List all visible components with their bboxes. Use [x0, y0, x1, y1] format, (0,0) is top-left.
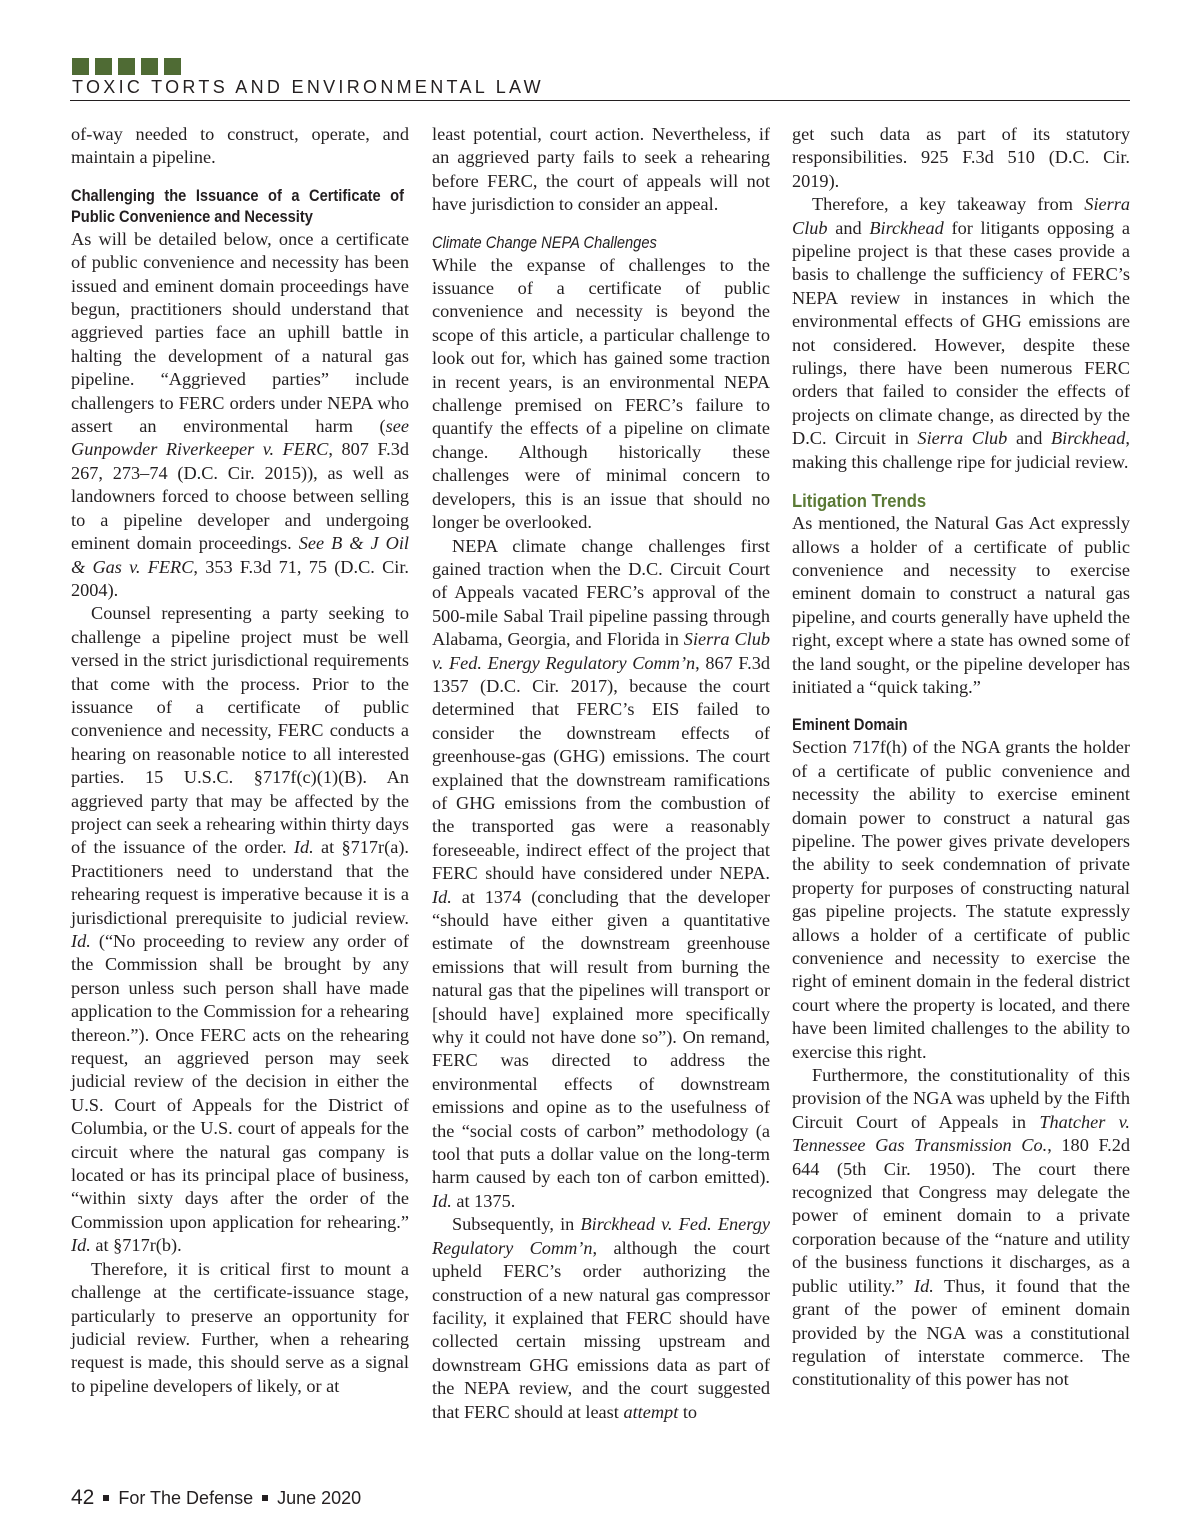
paragraph: least potential, court action. Nevertheless, if an aggrieved party fails to seek a rehearing before FERC, the court of appeals will not have jurisdiction to consider an appeal. [432, 124, 770, 215]
running-head: TOXIC TORTS AND ENVIRONMENTAL LAW [72, 77, 544, 97]
ornament-square [164, 58, 181, 75]
header-rule [70, 100, 1130, 101]
issue-date: June 2020 [277, 1488, 362, 1508]
paragraph: As will be detailed below, once a certificate of public convenience and necessity has been issued and eminent domain proceedings have begun, practitioners should understand that aggrieved parties face an uphill battle in halting the development of a natural gas pipeline. “Aggrieved parties” include challengers to FERC orders under NEPA who assert an environmental harm (see Gunpowder Riverkeeper v. FERC, 807 F.3d 267, 273–74 (D.C. Cir. 2015)), as well as landowners forced to choose between selling to a pipeline developer and undergoing eminent domain proceedings. See B & J Oil & Gas v. FERC, 353 F.3d 71, 75 (D.C. Cir. 2004). [71, 228, 410, 600]
section-heading: Litigation Trends [792, 490, 927, 512]
page-number: 42 [71, 1486, 95, 1509]
footer-separator [103, 1495, 109, 1501]
page-footer [71, 1486, 361, 1510]
subsection-heading: Eminent Domain [792, 716, 908, 735]
column-3 [792, 123, 1130, 1392]
section-heading: Challenging the Issuance of a Certificate of Public Convenience and Necessity [71, 186, 404, 226]
paragraph: Subsequently, in Birckhead v. Fed. Energy Regulatory Comm’n, although the court upheld FERC’s order authorizing the construction of a new natural gas compressor facility, it explained that FERC should have collected certain missing upstream and downstream GHG emissions data as part of the NEPA review, and the court suggested that FERC should at least attempt to [432, 1214, 770, 1422]
paragraph: Therefore, it is critical first to mount a challenge at the certificate-issuance stage, particularly to preserve an opportunity for judicial review. Further, when a rehearing request is made, this should serve as a signal to pipeline developers of likely, or at [71, 1258, 409, 1396]
publication-name: For The Defense [118, 1488, 254, 1508]
column-2 [432, 123, 770, 1424]
subsection-heading: Climate Change NEPA Challenges [432, 233, 657, 252]
paragraph: While the expanse of challenges to the issuance of a certificate of public convenience and necessity is beyond the scope of this article, a particular challenge to look out for, which has gained some traction in recent years, is an environmental NEPA challenge premised on FERC’s failure to quantify the effects of a pipeline on climate change. Although historically these challenges were of minimal concern to developers, this is an issue that should no longer be overlooked. [432, 254, 770, 533]
paragraph: of-way needed to construct, operate, and maintain a pipeline. [71, 124, 409, 168]
paragraph: Counsel representing a party seeking to challenge a pipeline project must be well versed in the strict jurisdictional requirements that come with the process. Prior to the issuance of a certificate of public convenience and necessity, FERC conducts a hearing on reasonable notice to all interested parties. 15 U.S.C. §717f(c)(1)(B). An aggrieved party that may be affected by the project can seek a rehearing within thirty days of the issuance of the order. Id. at §717r(a). Practitioners need to understand that the rehearing request is imperative because it is a jurisdictional prerequisite to judicial review. Id. (“No proceeding to review any order of the Commission shall be brought by any person unless such person shall have made application to the Commission for a rehearing thereon.”). Once FERC acts on the rehearing request, an aggrieved person may seek judicial review of the decision in either the U.S. Court of Appeals for the District of Columbia, or the U.S. court of appeals for the circuit where the natural gas company is located or has its principal place of business, “within sixty days after the order of the Commission upon application for rehearing.” Id. at §717r(b). [71, 603, 409, 1256]
ornament-square [141, 58, 158, 75]
paragraph: Section 717f(h) of the NGA grants the holder of a certificate of public convenience and necessity the ability to exercise eminent domain power to construct a natural gas pipeline. The power gives private developers the ability to seek condemnation of private property for purposes of constructing natural gas pipeline projects. The statute expressly allows a holder of a certificate of public convenience and necessity to exercise the right of eminent domain in the federal district court where the property is located, and there have been limited challenges to the ability to exercise this right. [792, 737, 1130, 1062]
paragraph: get such data as part of its statutory responsibilities. 925 F.3d 510 (D.C. Cir. 2019). [792, 124, 1130, 191]
paragraph: Therefore, a key takeaway from Sierra Club and Birckhead for litigants opposing a pipeline project is that these cases provide a basis to challenge the sufficiency of FERC’s NEPA review in instances in which the environmental effects of GHG emissions are not considered. However, despite these rulings, there have been numerous FERC orders that failed to consider the effects of projects on climate change, as directed by the D.C. Circuit in Sierra Club and Birckhead, making this challenge ripe for judicial review. [792, 194, 1130, 472]
ornament-square [118, 58, 135, 75]
header-ornament [72, 58, 181, 75]
footer-separator [262, 1495, 268, 1501]
paragraph: NEPA climate change challenges first gained traction when the D.C. Circuit Court of Appeals vacated FERC’s approval of the 500-mile Sabal Trail pipeline passing through Alabama, Georgia, and Florida in Sierra Club v. Fed. Energy Regulatory Comm’n, 867 F.3d 1357 (D.C. Cir. 2017), because the court determined that FERC’s EIS failed to consider the downstream effects of greenhouse-gas (GHG) emissions. The court explained that the downstream ramifications of GHG emissions from the combustion of the transported gas were a reasonably foreseeable, indirect effect of the project that FERC should have considered under NEPA. Id. at 1374 (concluding that the developer “should have either given a quantitative estimate of the downstream greenhouse emissions that will result from burning the natural gas that the pipelines will transport or [should have] explained more specifically why it could not have done so”). On remand, FERC was directed to address the environmental effects of downstream emissions and opine as to the usefulness of the “social costs of carbon” methodology (a tool that puts a dollar value on the long-term harm caused by each ton of carbon emitted). Id. at 1375. [432, 535, 770, 1211]
paragraph: As mentioned, the Natural Gas Act expressly allows a holder of a certificate of public convenience and necessity to exercise eminent domain to construct a natural gas pipeline, and courts generally have upheld the right, except where a state has owned some of the land sought, or the pipeline developer has initiated a “quick taking.” [792, 513, 1130, 697]
ornament-square [95, 58, 112, 75]
column-1 [71, 123, 409, 1398]
paragraph: Furthermore, the constitutionality of this provision of the NGA was upheld by the Fifth Circuit Court of Appeals in Thatcher v. Tennessee Gas Transmission Co., 180 F.2d 644 (5th Cir. 1950). The court there recognized that Congress may delegate the power of eminent domain to a private corporation because of the “nature and utility of the business functions it discharges, as a public utility.” Id. Thus, it found that the grant of the power of eminent domain provided by the NGA was a constitutional regulation of interstate commerce. The constitutionality of this power has not [792, 1065, 1130, 1390]
ornament-square [72, 58, 89, 75]
